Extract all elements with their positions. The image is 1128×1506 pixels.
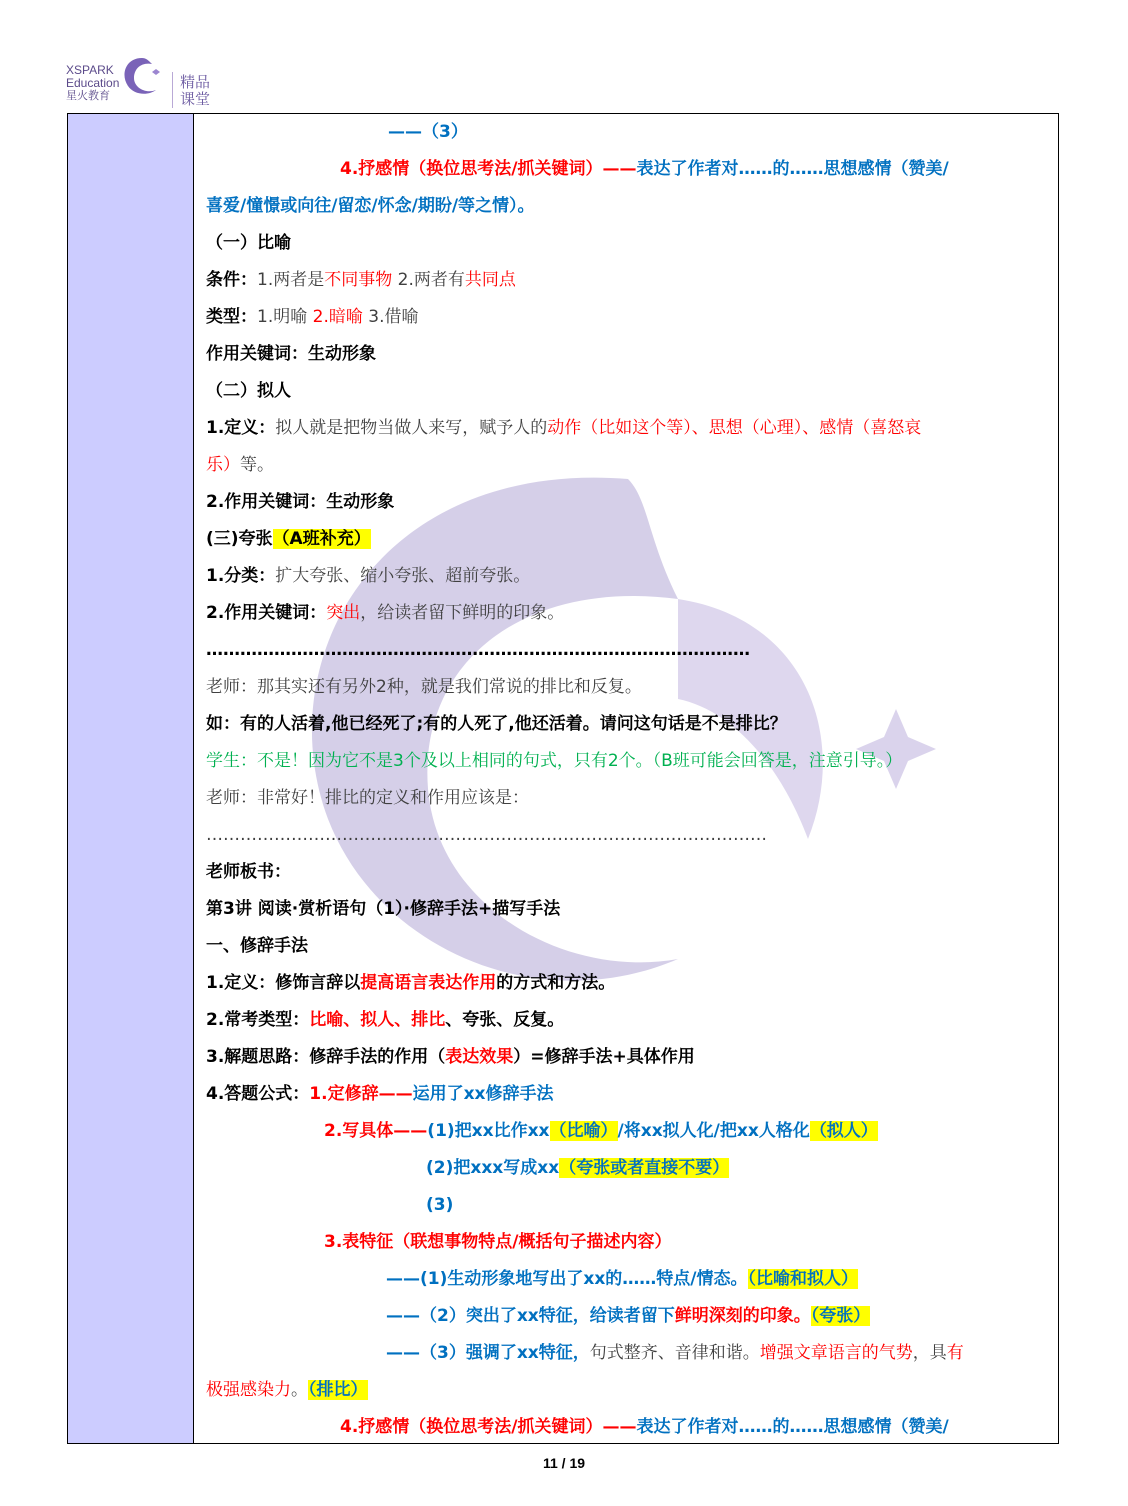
text-segment: 乐） xyxy=(206,455,240,475)
text-segment: 的方式和方法。 xyxy=(496,973,616,993)
text-segment: …………………………………………………………………………………… xyxy=(206,640,750,660)
text-segment: (3) xyxy=(426,1195,454,1215)
highlighted-note: （排比） xyxy=(308,1380,368,1400)
text-segment: 喜爱/憧憬或向往/留恋/怀念/期盼/等之情）。 xyxy=(206,196,535,216)
highlighted-note: （比喻和拟人） xyxy=(747,1269,859,1289)
text-line xyxy=(206,1045,695,1069)
brand-logo xyxy=(66,52,226,112)
text-line xyxy=(426,1156,729,1180)
text-line xyxy=(206,1378,368,1402)
text-segment: 增强文章语言的气势 xyxy=(759,1343,913,1363)
text-segment: (2)把xxx写成xx xyxy=(426,1158,560,1178)
text-segment: 4.抒感情（换位思考法/抓关键词）—— xyxy=(340,159,637,179)
text-segment: 共同点 xyxy=(464,270,516,290)
text-segment: 2.作用关键词：生动形象 xyxy=(206,492,395,512)
text-segment: 2.两者有 xyxy=(392,270,465,290)
text-segment: 。 xyxy=(291,1380,308,1400)
text-segment: 表达效果 xyxy=(445,1047,514,1067)
text-line xyxy=(206,675,642,699)
text-segment: 3.表特征（联想事物特点/概括句子描述内容） xyxy=(324,1232,672,1252)
text-segment: 、夸张、反复。 xyxy=(445,1010,565,1030)
text-segment: 拟人就是把物当做人来写，赋予人的 xyxy=(275,418,548,438)
text-segment: 表达了作者对……的……思想感情（赞美/ xyxy=(636,1417,949,1437)
text-line xyxy=(206,1082,554,1106)
text-line xyxy=(206,342,376,366)
text-segment: 突出 xyxy=(326,603,361,623)
text-segment: 3.借喻 xyxy=(362,307,419,327)
text-segment: 不同事物 xyxy=(324,270,393,290)
text-segment: 3.解题思路：修辞手法的作用（ xyxy=(206,1047,446,1067)
text-segment: ，给读者留下鲜明的印象。 xyxy=(360,603,565,623)
text-line xyxy=(324,1230,672,1254)
text-segment: 第3讲 阅读·赏析语句（1）·修辞手法+描写手法 xyxy=(206,899,561,919)
text-segment: 1.定义：修饰言辞以 xyxy=(206,973,361,993)
text-segment: 1.两者是 xyxy=(257,270,325,290)
text-segment: ——（3）强调了xx特征， xyxy=(386,1343,590,1363)
text-segment: 1.定修辞—— xyxy=(309,1084,413,1104)
text-segment: 1.明喻 xyxy=(257,307,313,327)
text-segment: 鲜明深刻的印象。 xyxy=(674,1306,811,1326)
text-line xyxy=(386,1267,858,1291)
brand-name-cn: 星火教育 xyxy=(66,90,110,102)
text-segment: 运用了xx修辞手法 xyxy=(412,1084,554,1104)
text-segment: 1.分类： xyxy=(206,566,276,586)
text-line xyxy=(206,638,750,662)
text-line xyxy=(206,231,291,255)
page-number: 11 / 19 xyxy=(542,1455,586,1471)
text-segment: ——（3） xyxy=(388,122,468,142)
text-segment: （二）拟人 xyxy=(206,381,291,401)
text-segment: (三)夸张 xyxy=(206,529,273,549)
text-segment: 等。 xyxy=(240,455,274,475)
text-line xyxy=(206,1008,564,1032)
text-segment: 极强感染力 xyxy=(206,1380,291,1400)
text-line xyxy=(206,564,530,588)
text-segment: ……………………………………………………………………………………… xyxy=(206,825,767,845)
text-line xyxy=(324,1119,878,1143)
lesson-table xyxy=(67,113,1059,1444)
highlighted-note: （夸张） xyxy=(810,1306,871,1326)
text-line xyxy=(206,527,371,551)
text-line xyxy=(206,712,787,736)
text-segment: 1.定义： xyxy=(206,418,276,438)
text-segment: 2.写具体—— xyxy=(324,1121,428,1141)
text-line xyxy=(340,157,949,181)
highlighted-note: （A班补充） xyxy=(272,529,371,549)
text-segment: 作用关键词：生动形象 xyxy=(206,344,376,364)
brand-subtitle-en: Education xyxy=(66,76,120,90)
lesson-side-column xyxy=(68,114,194,1443)
text-segment: 4.抒感情（换位思考法/抓关键词）—— xyxy=(340,1417,637,1437)
text-segment: /将xx拟人化/把xx人格化 xyxy=(617,1121,810,1141)
text-line xyxy=(206,305,418,329)
text-segment: （一）比喻 xyxy=(206,233,291,253)
text-line xyxy=(206,786,529,810)
brand-name-en: XSPARK xyxy=(66,63,114,77)
text-line xyxy=(206,971,615,995)
brand-tagline xyxy=(180,74,210,108)
text-line xyxy=(386,1341,964,1365)
text-segment: 学生：不是！因为它不是3个及以上相同的句式，只有2个。（B班可能会回答是，注意引导。） xyxy=(206,751,903,771)
text-line xyxy=(206,601,564,625)
text-line xyxy=(206,897,560,921)
text-segment: 老师：那其实还有另外2种，就是我们常说的排比和反复。 xyxy=(206,677,642,697)
highlighted-note: （比喻） xyxy=(549,1121,618,1141)
text-line xyxy=(206,823,767,847)
text-line xyxy=(206,934,308,958)
text-line xyxy=(206,490,394,514)
text-line xyxy=(206,749,902,773)
text-line xyxy=(206,379,291,403)
text-segment: 4.答题公式： xyxy=(206,1084,310,1104)
text-segment: 句式整齐、音律和谐。 xyxy=(589,1343,760,1363)
text-line xyxy=(386,1304,870,1328)
text-segment: 2.常考类型： xyxy=(206,1010,310,1030)
text-segment: ）=修辞手法+具体作用 xyxy=(513,1047,695,1067)
text-line xyxy=(388,120,468,144)
text-segment: 如：有的人活着,他已经死了;有的人死了,他还活着。请问这句话是不是排比？ xyxy=(206,714,787,734)
text-line xyxy=(340,1415,949,1439)
brand-text xyxy=(66,64,119,103)
text-segment: 一、修辞手法 xyxy=(206,936,308,956)
text-segment: 老师板书： xyxy=(206,862,291,882)
highlighted-note: （拟人） xyxy=(809,1121,878,1141)
highlighted-note: （夸张或者直接不要） xyxy=(559,1158,730,1178)
text-segment: ，具 xyxy=(912,1343,947,1363)
text-line xyxy=(206,194,535,218)
text-segment: 扩大夸张、缩小夸张、超前夸张。 xyxy=(275,566,531,586)
xspark-logo-icon xyxy=(112,52,172,102)
text-segment: 2.作用关键词： xyxy=(206,603,327,623)
text-segment: 表达了作者对……的……思想感情（赞美/ xyxy=(636,159,949,179)
tagline-line-1: 精品 xyxy=(180,73,211,91)
text-segment: 比喻、拟人、排比 xyxy=(309,1010,446,1030)
text-segment: (1)把xx比作xx xyxy=(427,1121,550,1141)
text-line xyxy=(206,416,921,440)
text-segment: 动作（比如这个等）、思想（心理）、感情（喜怒哀 xyxy=(547,418,922,438)
logo-divider xyxy=(172,72,173,108)
text-segment: ——(1)生动形象地写出了xx的……特点/情态。 xyxy=(386,1269,748,1289)
text-segment: ——（2）突出了xx特征，给读者留下 xyxy=(386,1306,675,1326)
text-segment: 有 xyxy=(946,1343,964,1363)
text-segment: 老师：非常好！排比的定义和作用应该是： xyxy=(206,788,529,808)
text-line xyxy=(206,453,274,477)
text-segment: 类型： xyxy=(206,307,257,327)
text-segment: 提高语言表达作用 xyxy=(360,973,497,993)
text-line xyxy=(206,860,291,884)
text-segment: 2.暗喻 xyxy=(312,307,363,327)
text-segment: 条件： xyxy=(206,270,257,290)
text-line xyxy=(206,268,516,292)
tagline-line-2: 课堂 xyxy=(180,90,211,108)
text-line xyxy=(426,1193,453,1217)
